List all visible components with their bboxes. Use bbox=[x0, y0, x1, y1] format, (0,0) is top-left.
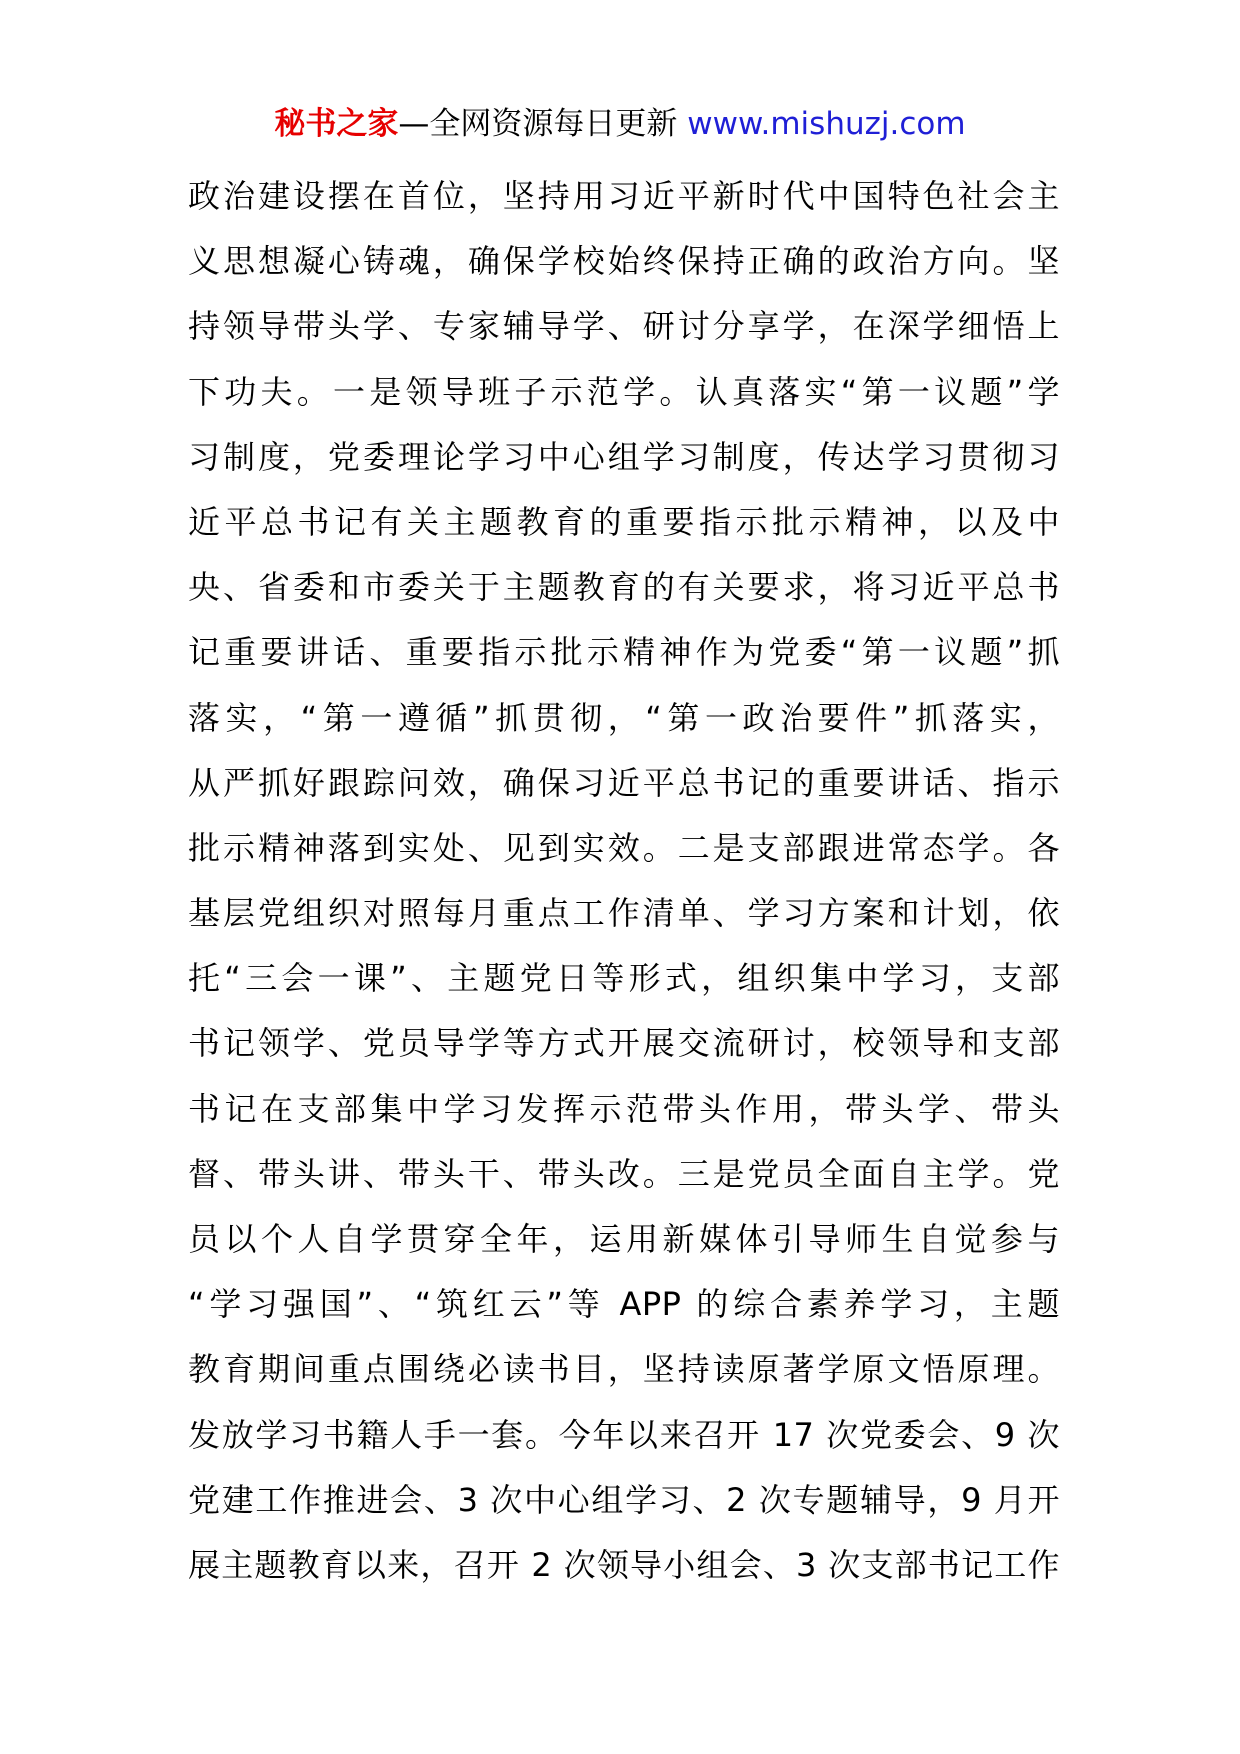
brand-name: 秘书之家 bbox=[274, 106, 399, 142]
text-line: 基层党组织对照每月重点工作清单、学习方案和计划，依 bbox=[188, 894, 1060, 933]
text-line: 义思想凝心铸魂，确保学校始终保持正确的政治方向。坚 bbox=[188, 242, 1060, 281]
text-line: 记重要讲话、重要指示批示精神作为党委“第一议题”抓 bbox=[188, 633, 1060, 672]
text-line: 书记在支部集中学习发挥示范带头作用，带头学、带头 bbox=[188, 1089, 1060, 1128]
text-line: 落实，“第一遵循”抓贯彻，“第一政治要件”抓落实， bbox=[188, 698, 1060, 737]
text-line: 教育期间重点围绕必读书目，坚持读原著学原文悟原理。 bbox=[188, 1350, 1060, 1389]
text-line: 督、带头讲、带头干、带头改。三是党员全面自主学。党 bbox=[188, 1154, 1060, 1193]
text-line: “学习强国”、“筑红云”等 APP 的综合素养学习，主题 bbox=[188, 1285, 1060, 1324]
text-line: 央、省委和市委关于主题教育的有关要求，将习近平总书 bbox=[188, 568, 1060, 607]
text-line: 近平总书记有关主题教育的重要指示批示精神，以及中 bbox=[188, 502, 1060, 541]
website-link[interactable]: www.mishuzj.com bbox=[687, 106, 966, 142]
text-line: 展主题教育以来，召开 2 次领导小组会、3 次支部书记工作 bbox=[188, 1545, 1060, 1584]
document-body bbox=[188, 164, 1060, 1598]
text-line: 批示精神落到实处、见到实效。二是支部跟进常态学。各 bbox=[188, 828, 1060, 867]
text-line: 员以个人自学贯穿全年，运用新媒体引导师生自觉参与 bbox=[188, 1220, 1060, 1258]
text-line: 从严抓好跟踪问效，确保习近平总书记的重要讲话、指示 bbox=[188, 763, 1060, 802]
header-tagline: —全网资源每日更新 bbox=[398, 106, 688, 142]
text-line: 习制度，党委理论学习中心组学习制度，传达学习贯彻习 bbox=[188, 437, 1060, 476]
page-header bbox=[0, 100, 1240, 148]
text-line: 持领导带头学、专家辅导学、研讨分享学，在深学细悟上 bbox=[188, 307, 1060, 346]
text-line: 托“三会一课”、主题党日等形式，组织集中学习，支部 bbox=[188, 959, 1060, 998]
text-line: 下功夫。一是领导班子示范学。认真落实“第一议题”学 bbox=[188, 372, 1060, 411]
text-line: 政治建设摆在首位，坚持用习近平新时代中国特色社会主 bbox=[188, 177, 1060, 215]
text-line: 发放学习书籍人手一套。今年以来召开 17 次党委会、9 次 bbox=[188, 1415, 1060, 1454]
text-line: 书记领学、党员导学等方式开展交流研讨，校领导和支部 bbox=[188, 1024, 1060, 1063]
text-line: 党建工作推进会、3 次中心组学习、2 次专题辅导，9 月开 bbox=[188, 1480, 1060, 1519]
